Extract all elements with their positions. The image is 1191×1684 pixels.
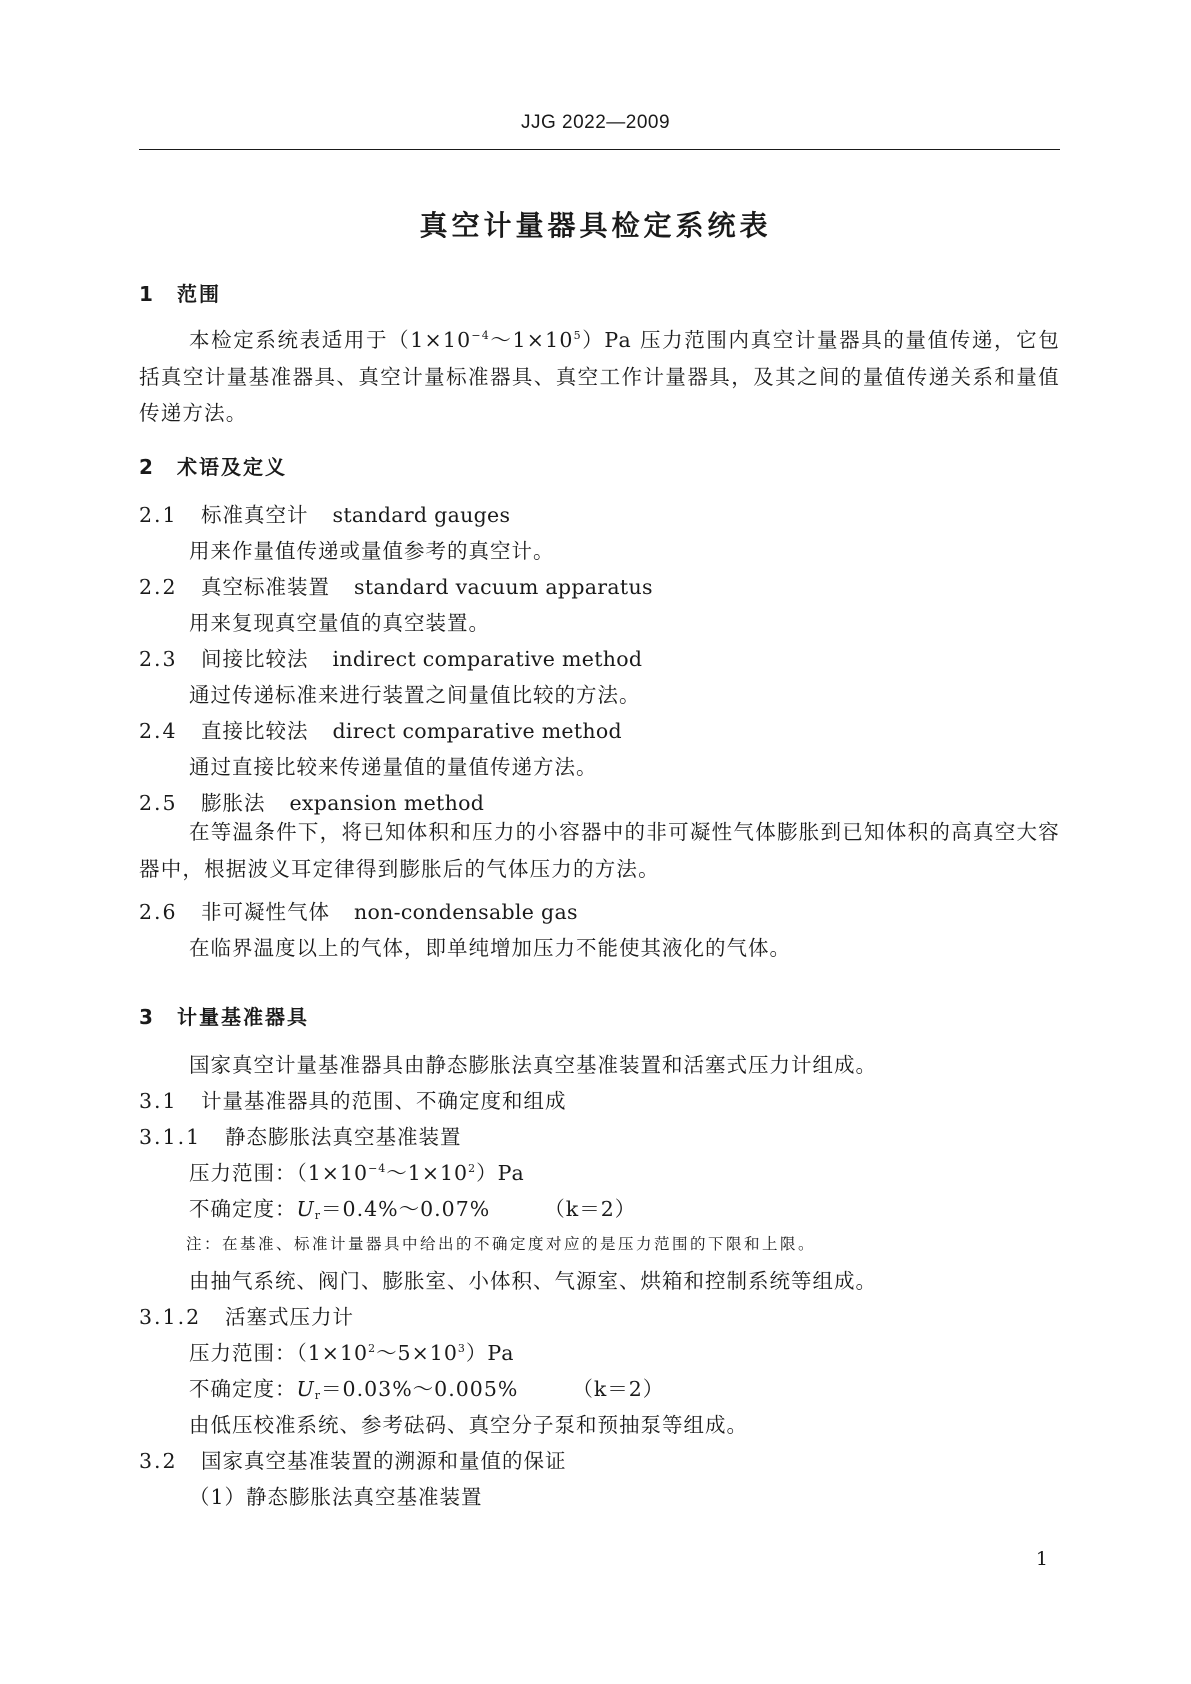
term-2-6: 2.6 非可凝性气体 non-condensable gas bbox=[139, 900, 578, 924]
term-2-3-definition: 通过传递标准来进行装置之间量值比较的方法。 bbox=[189, 683, 641, 707]
section-number: 1 bbox=[139, 282, 155, 306]
clause-3-1-2-composition: 由低压校准系统、参考砝码、真空分子泵和预抽泵等组成。 bbox=[189, 1413, 748, 1437]
clause-3-1-2-range: 压力范围：$(1\times 10^2\sim 5\times 10^3)Pa$ bbox=[189, 1341, 515, 1365]
term-2-4: 2.4 直接比较法 direct comparative method bbox=[139, 719, 622, 743]
clause-3-1-2: 3.1.2 活塞式压力计 bbox=[139, 1305, 354, 1329]
term-2-5: 2.5 膨胀法 expansion method bbox=[139, 791, 485, 815]
page-number: 1 bbox=[1035, 1548, 1048, 1570]
section-3-heading bbox=[139, 1001, 309, 1030]
section-number: 3 bbox=[139, 1005, 155, 1029]
term-2-2-definition: 用来复现真空量值的真空装置。 bbox=[189, 611, 490, 635]
term-2-4-definition: 通过直接比较来传递量值的量值传递方法。 bbox=[189, 755, 598, 779]
term-2-6-definition: 在临界温度以上的气体，即单纯增加压力不能使其液化的气体。 bbox=[189, 936, 791, 960]
clause-3-1-1-composition: 由抽气系统、阀门、膨胀室、小体积、气源室、烘箱和控制系统等组成。 bbox=[189, 1269, 877, 1293]
clause-3-1-1: 3.1.1 静态膨胀法真空基准装置 bbox=[139, 1125, 462, 1149]
document-title: 真空计量器具检定系统表 bbox=[419, 209, 772, 242]
section-title: 术语及定义 bbox=[177, 455, 287, 479]
section-title: 计量基准器具 bbox=[177, 1005, 309, 1029]
clause-3-1: 3.1 计量基准器具的范围、不确定度和组成 bbox=[139, 1089, 567, 1113]
section-title: 范围 bbox=[177, 282, 221, 306]
clause-3-1-1-range: 压力范围：$(1\times 10^{-4}\sim 1\times 10^2)Pa$ bbox=[189, 1161, 525, 1185]
clause-3-1-1-note: 注：在基准、标准计量器具中给出的不确定度对应的是压力范围的下限和上限。 bbox=[186, 1235, 817, 1253]
clause-3-2-item-1: （1）静态膨胀法真空基准装置 bbox=[189, 1485, 483, 1509]
clause-3-2: 3.2 国家真空基准装置的溯源和量值的保证 bbox=[139, 1449, 567, 1473]
running-header: JJG 2022—2009 bbox=[520, 112, 671, 133]
term-2-1: 2.1 标准真空计 standard gauges bbox=[139, 503, 511, 527]
section-number: 2 bbox=[139, 455, 155, 479]
section-2-heading bbox=[139, 451, 287, 480]
section-3-intro: 国家真空计量基准器具由静态膨胀法真空基准装置和活塞式压力计组成。 bbox=[189, 1053, 877, 1077]
term-2-3: 2.3 间接比较法 indirect comparative method bbox=[139, 647, 643, 671]
term-2-5-definition: 在等温条件下，将已知体积和压力的小容器中的非可凝性气体膨胀到已知体积的高真空大容器中，根据波义耳定律得到膨胀后的气体压力的方法。 bbox=[139, 820, 1060, 881]
section-1-paragraph: 本检定系统表适用于$(1\times 10^{-4}\sim 1\times 10^5)Pa$ 压力范围内真空计量器具的量值传递，它包括真空计量基准器具、真空计量标准器具、真空工作计量器具，及其之间的量值传递关系和量值传递方法。 bbox=[139, 328, 1060, 425]
clause-3-1-2-uncertainty: 不确定度：$U_r=0.03\%\sim 0.005\%$ （k＝2） bbox=[189, 1377, 665, 1402]
term-2-2: 2.2 真空标准装置 standard vacuum apparatus bbox=[139, 575, 653, 599]
clause-3-1-1-uncertainty: 不确定度：$U_r=0.4\%\sim 0.07\%$ （k＝2） bbox=[189, 1197, 637, 1222]
term-2-1-definition: 用来作量值传递或量值参考的真空计。 bbox=[189, 539, 555, 563]
section-1-heading bbox=[139, 278, 221, 307]
header-rule bbox=[139, 149, 1060, 150]
